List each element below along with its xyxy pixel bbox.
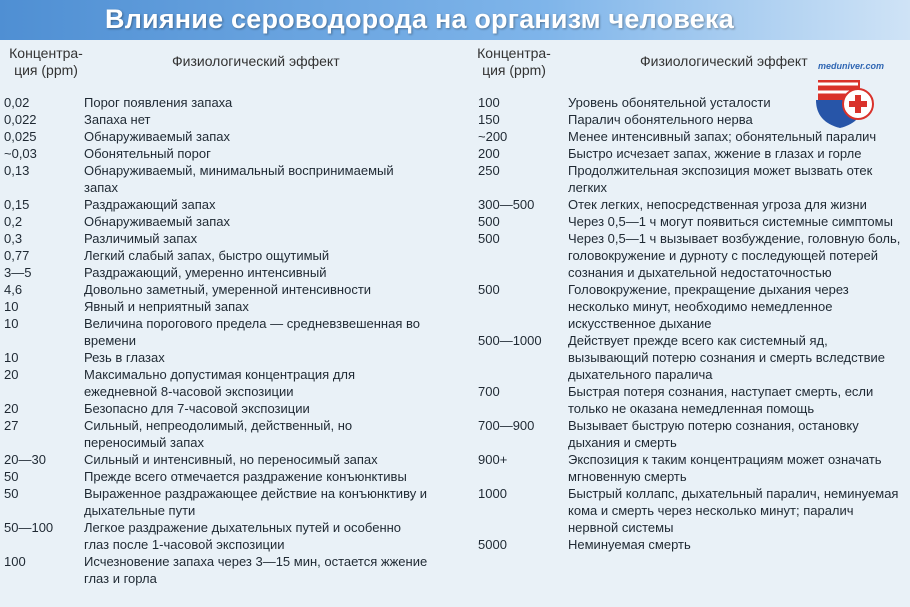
concentration-cell: 0,022 <box>4 112 37 127</box>
concentration-cell: ~200 <box>478 129 508 144</box>
table-row <box>0 230 429 247</box>
effect-cell: Раздражающий, умеренно интенсивный <box>84 265 327 280</box>
table-row <box>478 485 903 536</box>
concentration-cell: 100 <box>4 554 26 569</box>
left-effect-header: Физиологический эффект <box>172 53 340 69</box>
effect-cell: Обнаруживаемый запах <box>84 214 230 229</box>
effect-cell: Сильный, непреодолимый, действенный, но переносимый запах <box>84 418 353 450</box>
concentration-cell: 20—30 <box>4 452 46 467</box>
concentration-cell: 0,3 <box>4 231 23 246</box>
effect-cell: Довольно заметный, умеренной интенсивности <box>84 282 372 297</box>
effect-cell: Продолжительная экспозиция может вызвать отек легких <box>568 163 873 195</box>
effect-cell: Раздражающий запах <box>84 197 216 212</box>
concentration-cell: 20 <box>4 401 19 416</box>
effect-cell: Сильный и интенсивный, но переносимый запах <box>84 452 378 467</box>
concentration-cell: ~0,03 <box>4 146 37 161</box>
title-bar <box>0 0 910 40</box>
table-row <box>0 553 429 587</box>
effect-cell: Действует прежде всего как системный яд, вызывающий потерю сознания и смерть вследствие дыхательного паралича <box>568 333 885 382</box>
left-conc-header-line2: ция (ppm) <box>14 62 78 78</box>
logo-text: meduniver.com <box>818 61 885 71</box>
effect-cell: Прежде всего отмечается раздражение конъюнктивы <box>84 469 407 484</box>
effect-cell: Обнаруживаемый запах <box>84 129 230 144</box>
concentration-cell: 700—900 <box>478 418 535 433</box>
concentration-cell: 50—100 <box>4 520 54 535</box>
effect-cell: Через 0,5—1 ч вызывает возбуждение, головную боль, головокружение и дурноту с последующей потерей сознания и дыхательной недостаточностью <box>568 231 901 280</box>
table-row <box>0 111 429 128</box>
effect-cell: Головокружение, прекращение дыхания через несколько минут, необходимо немедленное искусственное дыхание <box>568 282 849 331</box>
concentration-cell: 0,15 <box>4 197 30 212</box>
concentration-cell: 0,77 <box>4 248 30 263</box>
table-row <box>0 349 429 366</box>
concentration-cell: 150 <box>478 112 500 127</box>
concentration-cell: 300—500 <box>478 197 535 212</box>
effect-cell: Максимально допустимая концентрация для ежедневной 8-часовой экспозиции <box>84 367 356 399</box>
effect-cell: Быстрая потеря сознания, наступает смерть, если только не оказана немедленная помощь <box>568 384 874 416</box>
concentration-cell: 1000 <box>478 486 507 501</box>
effect-cell: Отек легких, непосредственная угроза для жизни <box>568 197 867 212</box>
right-effect-header: Физиологический эффект <box>640 53 808 69</box>
table-row <box>0 366 429 400</box>
table-row <box>0 468 429 485</box>
table-row <box>478 213 903 230</box>
effect-cell: Менее интенсивный запах; обонятельный паралич <box>568 129 877 144</box>
effect-cell: Быстрый коллапс, дыхательный паралич, неминуемая кома и смерть через несколько минут; паралич нервной системы <box>568 486 899 535</box>
effect-cell: Неминуемая смерть <box>568 537 691 552</box>
table-row <box>0 128 429 145</box>
table-row <box>478 536 903 553</box>
right-conc-header-line1: Концентра- <box>477 45 551 61</box>
table-row <box>478 383 903 417</box>
effect-cell: Паралич обонятельного нерва <box>568 112 753 127</box>
effect-cell: Различимый запах <box>84 231 198 246</box>
concentration-cell: 500 <box>478 282 500 297</box>
effect-cell: Безопасно для 7-часовой экспозиции <box>84 401 310 416</box>
concentration-cell: 200 <box>478 146 500 161</box>
concentration-cell: 3—5 <box>4 265 32 280</box>
concentration-cell: 10 <box>4 299 19 314</box>
effect-cell: Уровень обонятельной усталости <box>568 95 771 110</box>
concentration-cell: 900+ <box>478 452 508 467</box>
concentration-cell: 250 <box>478 163 500 178</box>
table-row <box>0 94 429 111</box>
table-row <box>0 281 429 298</box>
concentration-cell: 700 <box>478 384 500 399</box>
table-row <box>478 417 903 451</box>
concentration-cell: 5000 <box>478 537 507 552</box>
table-row <box>0 196 429 213</box>
effect-cell: Обнаруживаемый, минимальный воспринимаемый запах <box>84 163 394 195</box>
table-row <box>0 485 429 519</box>
effect-cell: Выраженное раздражающее действие на конъюнктиву и дыхательные пути <box>84 486 428 518</box>
effect-cell: Явный и неприятный запах <box>84 299 249 314</box>
table-row <box>478 145 903 162</box>
concentration-cell: 0,2 <box>4 214 23 229</box>
effect-cell: Исчезновение запаха через 3—15 мин, остается жжение глаз и горла <box>84 554 428 586</box>
left-conc-header-line1: Концентра- <box>9 45 83 61</box>
table-row <box>0 315 429 349</box>
left-conc-header <box>0 45 92 79</box>
left-table <box>0 94 429 587</box>
concentration-cell: 10 <box>4 316 19 331</box>
table-row <box>478 196 903 213</box>
effect-cell: Резь в глазах <box>84 350 165 365</box>
concentration-cell: 500 <box>478 214 500 229</box>
concentration-cell: 20 <box>4 367 19 382</box>
concentration-cell: 0,02 <box>4 95 30 110</box>
concentration-cell: 50 <box>4 486 19 501</box>
right-conc-header <box>468 45 560 79</box>
concentration-cell: 0,025 <box>4 129 37 144</box>
page-title: Влияние сероводорода на организм человека <box>105 4 734 34</box>
table-row <box>0 400 429 417</box>
concentration-cell: 100 <box>478 95 500 110</box>
effect-cell: Через 0,5—1 ч могут появиться системные симптомы <box>568 214 893 229</box>
effect-cell: Легкое раздражение дыхательных путей и особенно глаз после 1-часовой экспозиции <box>84 520 402 552</box>
table-row <box>0 298 429 315</box>
concentration-cell: 500 <box>478 231 500 246</box>
effect-cell: Экспозиция к таким концентрациям может означать мгновенную смерть <box>568 452 882 484</box>
right-table <box>478 94 903 553</box>
concentration-cell: 10 <box>4 350 19 365</box>
table-row <box>478 281 903 332</box>
table-row <box>478 162 903 196</box>
concentration-cell: 0,13 <box>4 163 30 178</box>
concentration-cell: 4,6 <box>4 282 23 297</box>
concentration-cell: 50 <box>4 469 19 484</box>
table-row <box>0 519 429 553</box>
table-row <box>478 128 903 145</box>
right-conc-header-line2: ция (ppm) <box>482 62 546 78</box>
table-row <box>478 451 903 485</box>
table-row <box>0 145 429 162</box>
table-row <box>478 230 903 281</box>
effect-cell: Быстро исчезает запах, жжение в глазах и горле <box>568 146 862 161</box>
concentration-cell: 500—1000 <box>478 333 542 348</box>
table-row <box>478 111 903 128</box>
effect-cell: Запаха нет <box>84 112 151 127</box>
table-row <box>0 417 429 451</box>
table-row <box>478 332 903 383</box>
table-row <box>0 264 429 281</box>
effect-cell: Обонятельный порог <box>84 146 211 161</box>
table-row <box>0 451 429 468</box>
table-row <box>0 162 429 196</box>
effect-cell: Легкий слабый запах, быстро ощутимый <box>84 248 330 263</box>
table-row <box>0 247 429 264</box>
effect-cell: Порог появления запаха <box>84 95 233 110</box>
effect-cell: Вызывает быструю потерю сознания, остановку дыхания и смерть <box>568 418 859 450</box>
concentration-cell: 27 <box>4 418 19 433</box>
effect-cell: Величина порогового предела — средневзвешенная во времени <box>84 316 420 348</box>
table-row <box>478 94 903 111</box>
table-row <box>0 213 429 230</box>
